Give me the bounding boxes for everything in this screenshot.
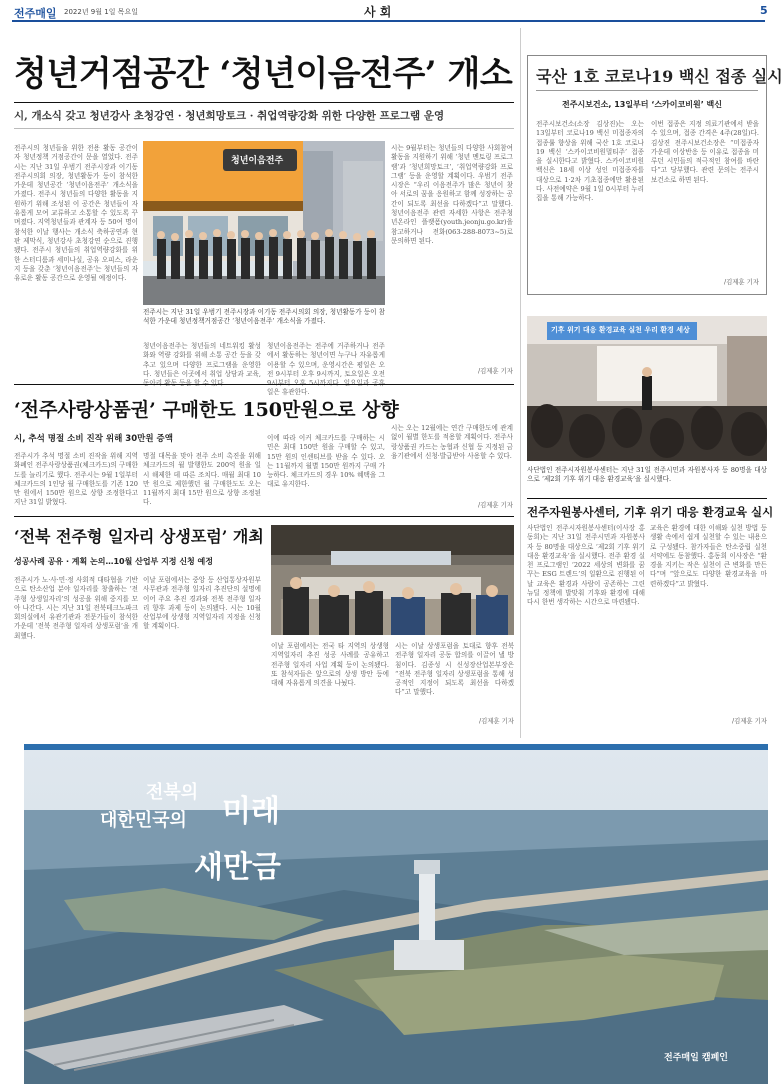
article3-col3: 이날 포럼에서는 전국 타 지역의 상생형 지역일자리 추진 성공 사례를 공유하고 전주형 일자리 사업 계획 등이 논의됐다. 또 참석자들은 앞으로의 상생 방안 등에 대해 자유롭게 의견을 나눴다. [271, 642, 389, 688]
article1-credit: /김제훈 기자 [477, 367, 513, 375]
article1-sub-rule [14, 128, 514, 129]
environment-class-photo [527, 316, 767, 461]
article1-col4: 시는 9월부터는 청년들의 다양한 사회참여 활동을 지원하기 위해 ‘청년 멘토링 프로그램’과 ‘청년희망토크’, ‘취업역량강화 프로그램’ 등을 운영할 계획이다. 우범기 전주시장은 “우리 이음전주가 많은 청년이 찾아 서로의 꿈을 응원하고 함께 성장하는 공간이 되도록 최선을 다하겠다”고 말했다. 청년이음전주 관련 자세한 사항은 전주청년온라인 플랫폼(youth.jeonju.go.kr)을 참고하거나 전화(063-288-8073~5)로 문의하면 된다. [391, 144, 513, 245]
right2-col2: 교육은 환경에 대한 이해와 실천 방법 등 생활 속에서 쉽게 실천할 수 있는 내용으로 구성됐다. 참가자들은 탄소중립 실천 서약에도 동참했다. 홍동희 이사장은 “환경을 지키는 작은 실천이 큰 변화를 만든다”며 “앞으로도 다양한 환경교육을 마련하겠다”고 밝혔다. [650, 524, 767, 588]
seawall-aerial-photo [24, 750, 768, 1084]
article1-col2: 청년이음전주는 청년들의 네트워킹 활성화와 역량 강화를 위해 소통 공간 등을 갖추고 있으며 다양한 프로그램을 운영한다. 청년들은 이곳에서 취업 상담과 교육, [143, 342, 261, 378]
section-title: 사 회 [364, 5, 392, 19]
article2-col2: 명절 대목을 맞아 전주 소비 촉진을 위해 체크카드의 월 발행한도 200억 원을 일시 해제한 데 따른 조치다. 매월 최대 10만 원으로 제한했던 월 구매한도도 오는 11월까지 최대 15만 원으로 상향 조정된다. [143, 452, 261, 507]
article3-title: ‘전북 전주형 일자리 상생포럼’ 개최 [14, 527, 264, 546]
ad-line1: 전북의 [146, 782, 199, 803]
article1-photo-caption: 전주시는 지난 31일 우범기 전주시장과 이기동 전주시의회 의장, 청년활동가 등이 참석한 가운데 청년정책거점공간 ‘청년이음전주’ 개소식을 가졌다. [143, 308, 385, 326]
issue-date: 2022년 9월 1일 목요일 [64, 8, 138, 16]
article1-col3: 청년이음전주는 전주에 거주하거나 전주에서 활동하는 청년이면 누구나 자유롭게 이용할 수 있으며, 운영시간은 평일은 오전 9시부터 오후 9시까지, 토요일은 오전 일은 휴관한다. [267, 342, 385, 397]
saemangeum-ad [24, 744, 768, 1084]
building-sign: 청년이음전주 [231, 156, 284, 166]
header-rule [12, 20, 765, 22]
right2-col1: 사단법인 전주시자원봉사센터(이사장 홍동희)는 지난 31일 전주시민과 자원봉사자 등 80명을 대상으로 ‘제2회 기후 위기 대응 환경교육’을 실시했다. 전주 환경 실천 프로그램인 ‘2022 세상의 변화를 꿈꾸는 ESG 트렌드’의 일환으로 진행된 이날 교육은 환경과 사람이 공존하는 그린뉴딜 정책에 발맞춰 기후와 환경에 대해 다시 한번 생각하는 시간으로 마련됐다. [527, 524, 645, 607]
article2-col4: 시는 오는 12월에는 연간 구매한도에 관계없이 월별 한도를 적용할 계획이다. 전주사랑상품권 카드는 농협과 신협 등 지정된 금융기관에서 신청·발급받아 사용할 수 있다. [391, 424, 513, 460]
right2-photo-banner: 기후 위기 대응 환경교육 실천 우리 환경 세상 [551, 326, 690, 334]
right2-title-rule [527, 498, 767, 499]
article3-col1: 전주시가 노·사·민·정 사회적 대타협을 기반으로 탄소산업 분야 일자리를 창출하는 ‘전주형 상생일자리’의 성공을 위해 중지를 모아 나간다. 시는 지난 31일 전북테크노파크 회의실에서 유관기관과 전문가들이 참석한 가운데 ‘전북 전주형 일자리 상생포럼’을 개최했다. [14, 576, 138, 640]
article1-title-rule [14, 102, 514, 103]
ad-line2: 대한민국의 [100, 810, 187, 831]
article3-col4: 시는 이날 상생포럼을 토대로 향후 전북 전주형 일자리 공동 합의를 이끌어 낼 방침이다. 김종성 시 신성장산업본부장은 “전북 전주형 일자리 상생포럼을 통해 성공적인 지정이 되도록 최선을 다하겠다”고 말했다. [395, 642, 514, 697]
right2-title: 전주자원봉사센터, 기후 위기 대응 환경교육 실시 [527, 505, 774, 519]
article3-subtitle: 성공사례 공유 · 계획 논의…10월 산업부 지정 신청 예정 [14, 557, 214, 566]
right-column-divider [520, 28, 521, 738]
right2-photo [527, 316, 767, 461]
article2-col3: 이에 따라 이커 체크카드를 구매하는 시민은 최대 150만 원을 구매할 수 있고, 15만 원의 인센티브를 받을 수 있다. 오는 11월까지 월별 150만 원까지 구매 가능하다. 체크카드의 경우 10% 혜택을 그대로 유지한다. [267, 434, 385, 489]
article1-photo [143, 141, 385, 305]
article3-top-rule [14, 516, 514, 517]
article2-top-rule [14, 384, 514, 385]
right1-title-rule [536, 90, 758, 91]
right1-credit: /김제훈 기자 [723, 278, 759, 286]
masthead: 전주매일 [14, 7, 57, 20]
right1-subtitle: 전주시보건소, 13일부터 ‘스카이코비원’ 백신 [562, 100, 722, 109]
page-number: 5 [760, 4, 768, 17]
ad-big2: 새만금 [194, 850, 281, 885]
article3-credit: /김제훈 기자 [478, 717, 514, 725]
article2-subtitle: 시, 추석 명절 소비 진작 위해 30만원 증액 [14, 434, 173, 444]
right2-photo-caption: 사단법인 전주시자원봉사센터는 지난 31일 전주시민과 자원봉사자 등 80명을 대상으로 ‘제2회 기후 위기 대응 환경교육’을 실시했다. [527, 466, 767, 484]
right1-col2: 이번 접종은 지정 의료기관에서 받을 수 있으며, 접종 간격은 4주(28일)다. 김상진 전주시보건소장은 “미접종자 가운데 이상반응 등 이유로 접종을 미루던 시민들의 적극적인 참여를 바란다”고 당부했다. 관련 문의는 전주시보건소로 하면 된다. [651, 120, 759, 184]
right2-credit: /김제훈 기자 [731, 717, 767, 725]
article1-col1: 전주시의 청년들을 위한 전용 활동 공간이자 청년정책 거점공간이 문을 열었다. 전주시는 지난 31일 우범기 전주시장과 이기동 전주시의회 의장, 청년활동가 등이 참석한 가운데 청년공간 ‘청년이음전주’ 개소식을 가졌다. 전주시 청년들의 다양한 활동을 지원하기 위해 조성된 이 공간은 청년들이 자유롭게 모여 교류하고 소통할 수 있도록 꾸며졌다. 지역청년들과 관계자 등 50여 명이 참석한 이날 행사는 개소식 축하공연과 현판 제막식, 청년강사 초청강연 순으로 진행됐다. 전주시 청년들의 취업역량강화를 위한 스터디룸과 세미나실, 공유 오피스, 라운지 등을 갖춘 ‘청년이음전주’는 청년들의 자유로운 활동 공간으로 운영될 예정이다. [14, 144, 138, 283]
article2-title: ‘전주사랑상품권’ 구매한도 150만원으로 상향 [14, 399, 399, 421]
article2-credit: /김제훈 기자 [477, 501, 513, 509]
article1-subtitle: 시, 개소식 갖고 청년강사 초청강연 · 청년희망토크 · 취업역량강화 위한 다양한 프로그램 운영 [14, 110, 445, 122]
right1-col1: 전주시보건소(소장 김상진)는 오는 13일부터 코로나19 백신 미접종자의 접종률 향상을 위해 국산 1호 코로나19 백신 ‘스카이코비원멀티주’ 접종을 실시한다고 밝혔다. 스카이코비원 백신은 18세 이상 성인 미접종자를 대상으로 1·2차 기초접종에만 활용된다. 사전예약은 9월 1일 0시부터 누리집을 통해 가능하다. [536, 120, 644, 203]
ad-big1: 미래 [222, 794, 280, 829]
article1-title: 청년거점공간 ‘청년이음전주’ 개소 [14, 54, 513, 94]
ad-footer: 전주매일 캠페인 [664, 1053, 728, 1063]
right1-title: 국산 1호 코로나19 백신 접종 실시 [536, 67, 783, 86]
article3-photo [271, 525, 514, 635]
article3-col2: 이날 포럼에서는 중앙 등 산업통상자원부 사무관과 전주형 일자리 추진단의 설명에 이어 주요 추진 경과와 전북 전주형 일자리 향후 과제 등이 논의됐다. 시는 10월 산업부에 상생형 지역일자리 지정을 신청할 계획이다. [143, 576, 261, 631]
article2-col1: 전주시가 추석 명절 소비 진작을 위해 지역화폐인 전주사랑상품권(체크카드)의 구매한도를 늘리기로 했다. 전주시는 9월 1일부터 체크카드의 1인당 월 구매한도를 기존 120만 원에서 150만 원으로 상향 조정한다고 지난 31일 밝혔다. [14, 452, 138, 507]
forum-meeting-photo [271, 525, 514, 635]
